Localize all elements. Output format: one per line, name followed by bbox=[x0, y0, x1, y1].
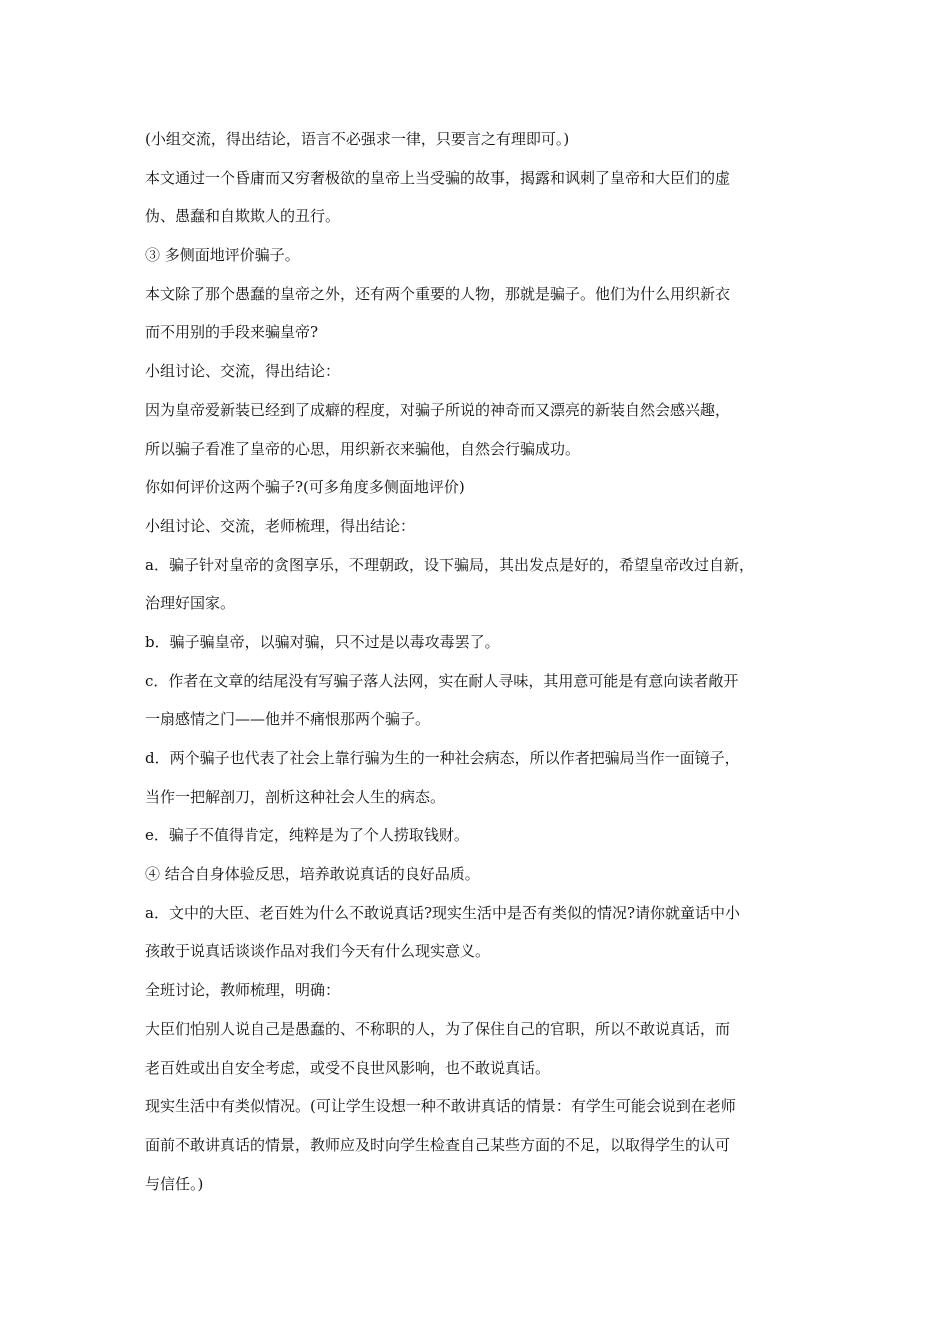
text-line: 本文除了那个愚蠢的皇帝之外，还有两个重要的人物，那就是骗子。他们为什么用织新衣 bbox=[145, 284, 731, 303]
text-line: 孩敢于说真话谈谈作品对我们今天有什么现实意义。 bbox=[145, 942, 491, 961]
text-line: 与信任。) bbox=[145, 1174, 204, 1193]
document-body bbox=[145, 120, 825, 1203]
text-line: 伪、愚蠢和自欺欺人的丑行。 bbox=[145, 207, 341, 226]
text-line: ③ 多侧面地评价骗子。 bbox=[145, 246, 300, 265]
text-line: 一扇感情之门——他并不痛恨那两个骗子。 bbox=[145, 710, 431, 729]
text-line: 你如何评价这两个骗子?(可多角度多侧面地评价) bbox=[145, 478, 465, 497]
text-line: (小组交流，得出结论，语言不必强求一律，只要言之有理即可。) bbox=[145, 130, 570, 148]
text-line: 当作一把解剖刀，剖析这种社会人生的病态。 bbox=[145, 787, 446, 806]
text-line: a．文中的大臣、老百姓为什么不敢说真话?现实生活中是否有类似的情况?请你就童话中小 bbox=[145, 903, 741, 922]
text-line: b．骗子骗皇帝，以骗对骗，只不过是以毒攻毒罢了。 bbox=[145, 632, 500, 651]
text-line: c．作者在文章的结尾没有写骗子落人法网，实在耐人寻味，其用意可能是有意向读者敞开 bbox=[145, 671, 739, 690]
text-line: e．骗子不值得肯定，纯粹是为了个人捞取钱财。 bbox=[145, 826, 469, 845]
text-line: a．骗子针对皇帝的贪图享乐，不理朝政，设下骗局，其出发点是好的，希望皇帝改过自新， bbox=[145, 555, 754, 574]
text-line: ④ 结合自身体验反思，培养敢说真话的良好品质。 bbox=[145, 865, 480, 884]
text-line: 因为皇帝爱新装已经到了成癖的程度，对骗子所说的神奇而又漂亮的新装自然会感兴趣， bbox=[145, 400, 731, 419]
text-line: 现实生活中有类似情况。(可让学生设想一种不敢讲真话的情景：有学生可能会说到在老师 bbox=[145, 1097, 736, 1116]
text-line: 全班讨论，教师梳理，明确： bbox=[145, 981, 341, 1000]
text-line: 小组讨论、交流，得出结论： bbox=[145, 362, 341, 381]
text-line: 小组讨论、交流，老师梳理，得出结论： bbox=[145, 516, 416, 535]
text-line: 大臣们怕别人说自己是愚蠢的、不称职的人，为了保住自己的官职，所以不敢说真话，而 bbox=[145, 1019, 731, 1038]
text-line: 老百姓或出自安全考虑，或受不良世风影响，也不敢说真话。 bbox=[145, 1058, 551, 1077]
text-line: d．两个骗子也代表了社会上靠行骗为生的一种社会病态，所以作者把骗局当作一面镜子， bbox=[145, 749, 740, 767]
text-line: 面前不敢讲真话的情景，教师应及时向学生检查自己某些方面的不足，以取得学生的认可 bbox=[145, 1135, 731, 1154]
text-line: 治理好国家。 bbox=[145, 594, 236, 613]
text-line: 所以骗子看准了皇帝的心思，用织新衣来骗他，自然会行骗成功。 bbox=[145, 439, 581, 458]
text-line: 本文通过一个昏庸而又穷奢极欲的皇帝上当受骗的故事，揭露和讽刺了皇帝和大臣们的虚 bbox=[145, 168, 731, 187]
text-line: 而不用别的手段来骗皇帝? bbox=[145, 323, 319, 342]
